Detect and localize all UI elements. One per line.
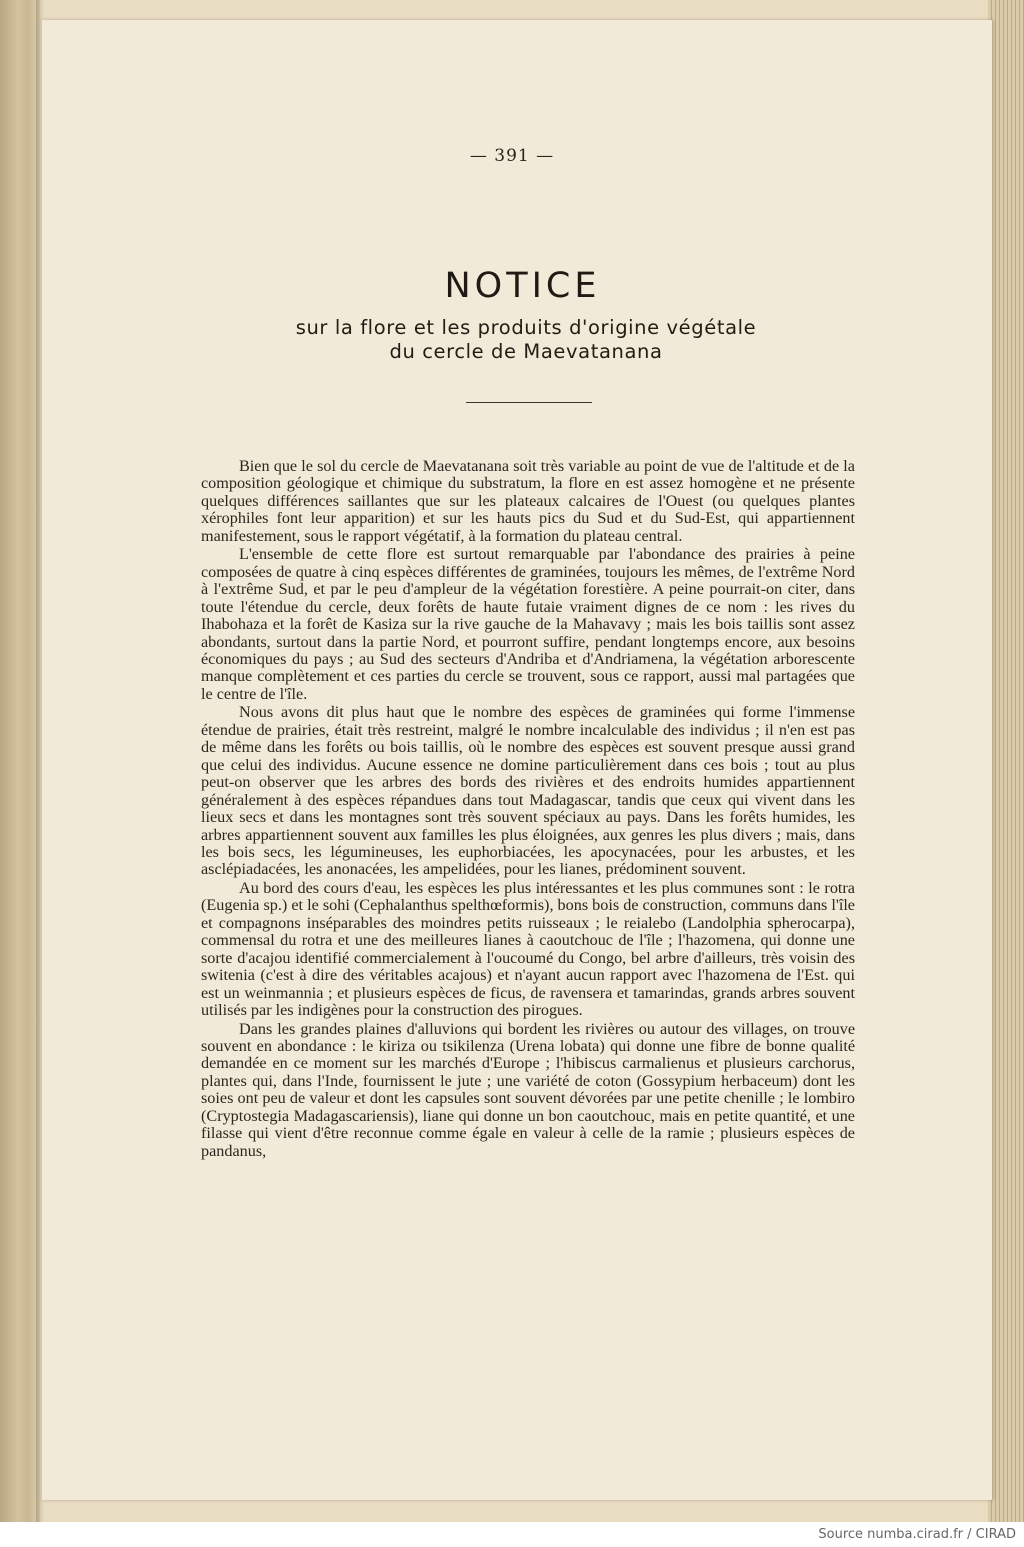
page-title: NOTICE [444,266,601,306]
source-credit: Source numba.cirad.fr / CIRAD [818,1527,1016,1542]
paragraph-2: L'ensemble de cette flore est surtout remarquable par l'abondance des prairies à peine composées de quatre à cinq espèces différentes de graminées, toujours les mêmes, de l'extrême Nord à l'extrême Sud, et par le peu d'ampleur de la végétation forestière. A peine pourrait-on citer, dans toute l'étendue du cercle, deux forêts de haute futaie vraiment dignes de ce nom : les rives du Ihabohaza et la forêt de Kasiza sur la rive gauche de la Mahavavy ; mais les bois taillis sont assez abondants, surtout dans la partie Nord, et pourront suffire, pendant longtemps encore, aux besoins économiques du pays ; au Sud des secteurs d'Andriba et d'Andriamena, la végétation arborescente manque complètement et ces parties du cercle se trouvent, sous ce rapport, aussi mal partagées que le centre de l'île. [201,545,855,703]
body-text [201,458,855,1160]
page-edge-stack [988,0,1024,1522]
page-number: — 391 — [469,146,555,166]
paragraph-5: Dans les grandes plaines d'alluvions qui bordent les rivières ou autour des villages, on trouve souvent en abondance : le kiriza ou tsikilenza (Urena lobata) qui donne une fibre de bonne qualité demandée en ce moment sur les marchés d'Europe ; l'hibiscus carmalienus et plusieurs carchorus, plantes qui, dans l'Inde, fournissent le jute ; une variété de coton (Gossypium herbaceum) dont les soies ont peu de valeur et dont les capsules sont souvent dévorées par une petite chenille ; le lombiro (Cryptostegia Madagascariensis), liane qui donne un bon caoutchouc, mais en petite quantité, et une filasse qui vient d'être reconnue comme égale en valeur à celle de la ramie ; plusieurs espèces de pandanus, [201,1019,855,1160]
paragraph-1: Bien que le sol du cercle de Maevatanana soit très variable au point de vue de l'altitude et de la composition géologique et chimique du substratum, la flore en est assez homogène et ne présente quelques différences saillantes que sur les plateaux calcaires de l'Ouest (ou quelques plantes xérophiles font leur apparition) et sur les hauts pics du Sud et du Sud-Est, qui appartiennent manifestement, sous le rapport végétatif, à la formation du plateau central. [201,457,855,545]
paragraph-3: Nous avons dit plus haut que le nombre des espèces de graminées qui forme l'immense étendue de prairies, était très restreint, malgré le nombre incalculable des individus ; il n'en est pas de même dans les forêts ou bois taillis, où le nombre des espèces est souvent presque aussi grand que celui des individus. Aucune essence ne domine particulièrement dans ces bois ; tout au plus peut-on observer que les arbres des bords des rivières et des endroits humides appartiennent généralement à des espèces répandues dans tout Madagascar, tandis que ceux qui vivent dans les lieux secs et dans les montagnes sont très souvent spéciaux au pays. Dans les forêts humides, les arbres appartiennent souvent aux familles les plus éloignées, aux genres les plus divers ; mais, dans les bois secs, les légumineuses, les euphorbiacées, les apocynacées, pour les arbustes, et les asclépiadacées, les anonacées, les ampelidées, pour les lianes, prédominent souvent. [201,703,855,879]
left-page-binding [0,0,40,1522]
subtitle-line-1: sur la flore et les produits d'origine végétale [295,316,757,339]
paragraph-4: Au bord des cours d'eau, les espèces les plus intéressantes et les plus communes sont : le rotra (Eugenia sp.) et le sohi (Cephalanthus spelthœformis), bons bois de construction, communs dans l'île et compagnons inséparables des moindres petits ruisseaux ; le reialebo (Landolphia spherocarpa), commensal du rotra et une des meilleures lianes à caoutchouc de l'île ; l'hazomena, qui donne une sorte d'acajou identifié commercialement à l'oucoumé du Congo, bel arbre d'ailleurs, très voisin des switenia (c'est à dire des véritables acajous) et n'ayant aucun rapport avec l'hazomena de l'Est. qui est un weinmannia ; et plusieurs espèces de ficus, de ravensera et tamarindas, grands arbres souvent utilisés par les indigènes pour la construction des pirogues. [201,878,855,1020]
subtitle-line-2: du cercle de Maevatanana [389,340,663,363]
title-separator-rule [466,402,592,403]
